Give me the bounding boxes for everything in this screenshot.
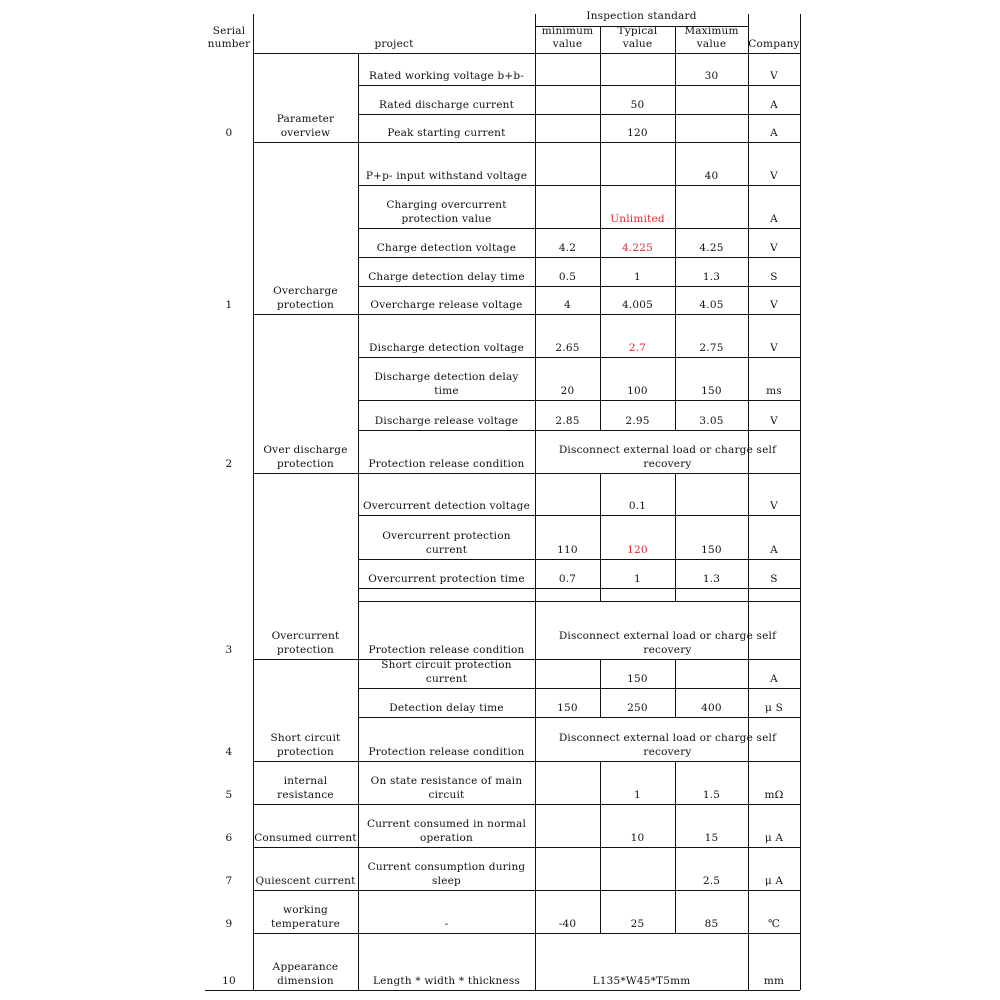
unit-value: S bbox=[770, 573, 778, 585]
unit-value: S bbox=[770, 271, 778, 283]
serial-number: 2 bbox=[225, 458, 233, 470]
rule-row bbox=[358, 400, 800, 401]
item-name: sleep bbox=[432, 875, 461, 887]
group-name: dimension bbox=[277, 975, 334, 987]
item-name: Overcharge release voltage bbox=[370, 299, 523, 311]
min-value: 20 bbox=[560, 385, 575, 397]
min-value: 110 bbox=[557, 544, 578, 556]
max-value: 150 bbox=[701, 544, 722, 556]
rule-row bbox=[253, 847, 800, 848]
item-name: Current consumed in normal bbox=[366, 818, 527, 830]
item-name: On state resistance of main bbox=[370, 775, 523, 787]
item-name: Discharge detection voltage bbox=[368, 342, 525, 354]
unit-value: A bbox=[770, 127, 778, 139]
unit-value: ℃ bbox=[768, 918, 780, 930]
unit-value: V bbox=[770, 70, 778, 82]
header-max: value bbox=[696, 38, 727, 50]
rule-row bbox=[253, 890, 800, 891]
group-name: internal bbox=[283, 775, 328, 787]
release-condition: recovery bbox=[643, 746, 692, 758]
item-name: Current consumption during bbox=[367, 861, 526, 873]
rule-row bbox=[358, 559, 800, 560]
group-name: Appearance bbox=[272, 961, 339, 973]
unit-value: V bbox=[770, 342, 778, 354]
header-min: value bbox=[552, 38, 583, 50]
rule-row bbox=[358, 228, 800, 229]
min-value: 0.5 bbox=[558, 271, 577, 283]
typ-value: 0.1 bbox=[628, 500, 647, 512]
typ-value: 2.95 bbox=[625, 415, 650, 427]
rule-col-value bbox=[675, 761, 676, 933]
rule-row bbox=[358, 286, 800, 287]
typ-value: 120 bbox=[627, 544, 648, 556]
item-name: Short circuit protection bbox=[381, 659, 512, 671]
group-name: temperature bbox=[270, 918, 341, 930]
group-name: working bbox=[283, 904, 328, 916]
max-value: 2.75 bbox=[699, 342, 724, 354]
rule-row bbox=[253, 933, 800, 934]
item-name: Rated discharge current bbox=[378, 99, 515, 111]
item-name: operation bbox=[420, 832, 473, 844]
max-value: 3.05 bbox=[699, 415, 724, 427]
group-name: Consumed current bbox=[254, 832, 357, 844]
unit-value: A bbox=[770, 99, 778, 111]
item-name: Detection delay time bbox=[389, 702, 504, 714]
group-name: Over discharge bbox=[263, 444, 348, 456]
unit-value: A bbox=[770, 673, 778, 685]
rule-row bbox=[358, 114, 800, 115]
item-name: Discharge release voltage bbox=[374, 415, 519, 427]
item-name: Charging overcurrent bbox=[386, 199, 507, 211]
unit-value: V bbox=[770, 500, 778, 512]
max-value: 1.3 bbox=[702, 271, 721, 283]
group-name: Parameter bbox=[276, 113, 335, 125]
item-name: Protection release condition bbox=[368, 644, 525, 656]
item-name: current bbox=[425, 544, 468, 556]
rule-row bbox=[253, 314, 800, 315]
group-name: resistance bbox=[277, 789, 334, 801]
serial-number: 1 bbox=[225, 299, 233, 311]
unit-value: A bbox=[770, 544, 778, 556]
rule-row bbox=[358, 588, 800, 589]
serial-number: 9 bbox=[225, 918, 233, 930]
rule-row bbox=[253, 761, 800, 762]
unit-value: V bbox=[770, 299, 778, 311]
item-name: time bbox=[434, 385, 459, 397]
rule-row bbox=[358, 515, 800, 516]
item-name: - bbox=[444, 918, 449, 930]
max-value: 4.25 bbox=[699, 242, 724, 254]
rule-col-right bbox=[800, 14, 801, 990]
max-value: 85 bbox=[704, 918, 719, 930]
item-name: Peak starting current bbox=[387, 127, 506, 139]
item-name: Overcurrent protection time bbox=[368, 573, 525, 585]
group-name: Short circuit bbox=[270, 732, 341, 744]
max-value: 400 bbox=[701, 702, 722, 714]
item-name: Overcurrent detection voltage bbox=[362, 500, 531, 512]
item-name: Discharge detection delay bbox=[374, 371, 519, 383]
unit-value: μ A bbox=[764, 875, 784, 887]
group-name: protection bbox=[276, 458, 335, 470]
rule-col-value bbox=[600, 761, 601, 933]
rule-col-min bbox=[535, 14, 536, 990]
max-value: 30 bbox=[704, 70, 719, 82]
typ-value: 1 bbox=[634, 573, 641, 585]
release-condition: Disconnect external load or charge self bbox=[558, 444, 777, 456]
typ-value: Unlimited bbox=[610, 213, 665, 225]
unit-value: ms bbox=[766, 385, 782, 397]
item-name: Charge detection voltage bbox=[376, 242, 517, 254]
max-value: 4.05 bbox=[699, 299, 724, 311]
max-value: 1.3 bbox=[702, 573, 721, 585]
min-value: 2.85 bbox=[555, 415, 580, 427]
header-typ: Typical bbox=[617, 25, 658, 37]
header-serial: Serial bbox=[212, 25, 246, 37]
max-value: 15 bbox=[704, 832, 719, 844]
item-name: P+p- input withstand voltage bbox=[365, 170, 528, 182]
release-condition: Disconnect external load or charge self bbox=[558, 630, 777, 642]
header-min: minimum bbox=[541, 25, 594, 37]
serial-number: 6 bbox=[225, 832, 233, 844]
typ-value: 4.005 bbox=[621, 299, 654, 311]
typ-value: 50 bbox=[630, 99, 645, 111]
unit-value: A bbox=[770, 213, 778, 225]
item-name: Length * width * thickness bbox=[372, 975, 521, 987]
rule-row bbox=[358, 185, 800, 186]
serial-number: 7 bbox=[225, 875, 233, 887]
release-condition: recovery bbox=[643, 644, 692, 656]
rule-row bbox=[358, 430, 800, 431]
header-max: Maximum bbox=[684, 25, 739, 37]
serial-number: 0 bbox=[225, 127, 233, 139]
item-name: Overcurrent protection bbox=[382, 530, 511, 542]
item-name: protection value bbox=[401, 213, 492, 225]
item-name: Protection release condition bbox=[368, 746, 525, 758]
group-name: overview bbox=[280, 127, 331, 139]
typ-value: 250 bbox=[627, 702, 648, 714]
typ-value: 2.7 bbox=[628, 342, 647, 354]
max-value: 40 bbox=[704, 170, 719, 182]
unit-value: μ S bbox=[765, 702, 783, 714]
unit-value: mΩ bbox=[764, 789, 784, 801]
rule-col-item bbox=[358, 53, 359, 990]
serial-number: 3 bbox=[225, 644, 233, 656]
rule-row bbox=[358, 257, 800, 258]
group-name: Quiescent current bbox=[255, 875, 356, 887]
unit-value: V bbox=[770, 415, 778, 427]
group-name: protection bbox=[276, 644, 335, 656]
min-value: -40 bbox=[558, 918, 577, 930]
release-condition: recovery bbox=[643, 458, 692, 470]
min-value: 0.7 bbox=[558, 573, 577, 585]
serial-number: 10 bbox=[222, 975, 236, 987]
typ-value: 25 bbox=[630, 918, 645, 930]
max-value: 1.5 bbox=[702, 789, 721, 801]
serial-number: 4 bbox=[225, 746, 233, 758]
unit-value: V bbox=[770, 242, 778, 254]
item-name: Protection release condition bbox=[368, 458, 525, 470]
min-value: 2.65 bbox=[555, 342, 580, 354]
release-condition: Disconnect external load or charge self bbox=[558, 732, 777, 744]
rule-row bbox=[205, 990, 800, 991]
header-inspection-standard: Inspection standard bbox=[586, 10, 697, 22]
rule-row bbox=[358, 717, 800, 718]
typ-value: 1 bbox=[634, 789, 641, 801]
max-value: 2.5 bbox=[702, 875, 721, 887]
item-name: current bbox=[425, 673, 468, 685]
group-name: protection bbox=[276, 299, 335, 311]
typ-value: 10 bbox=[630, 832, 645, 844]
rule-row bbox=[253, 473, 800, 474]
item-name: Rated working voltage b+b- bbox=[368, 70, 525, 82]
min-value: 4.2 bbox=[558, 242, 577, 254]
typ-value: 4.225 bbox=[621, 242, 654, 254]
typ-value: 100 bbox=[627, 385, 648, 397]
dimension-value: L135*W45*T5mm bbox=[592, 975, 691, 987]
unit-value: μ A bbox=[764, 832, 784, 844]
serial-number: 5 bbox=[225, 789, 233, 801]
rule-row bbox=[358, 357, 800, 358]
typ-value: 120 bbox=[627, 127, 648, 139]
header-typ: value bbox=[622, 38, 653, 50]
rule-row bbox=[358, 85, 800, 86]
group-name: Overcharge bbox=[273, 285, 338, 297]
rule-header-bottom bbox=[253, 53, 800, 54]
header-company: Company bbox=[748, 38, 800, 50]
rule-row bbox=[253, 142, 800, 143]
typ-value: 1 bbox=[634, 271, 641, 283]
item-name: circuit bbox=[428, 789, 465, 801]
group-name: Overcurrent bbox=[271, 630, 340, 642]
max-value: 150 bbox=[701, 385, 722, 397]
rule-row bbox=[358, 688, 800, 689]
typ-value: 150 bbox=[627, 673, 648, 685]
item-name: Charge detection delay time bbox=[368, 271, 525, 283]
rule-row bbox=[253, 804, 800, 805]
min-value: 4 bbox=[564, 299, 571, 311]
rule-row bbox=[358, 601, 800, 602]
unit-value: V bbox=[770, 170, 778, 182]
group-name: protection bbox=[276, 746, 335, 758]
header-serial: number bbox=[207, 38, 251, 50]
header-project: project bbox=[374, 38, 414, 50]
unit-value: mm bbox=[763, 975, 785, 987]
min-value: 150 bbox=[557, 702, 578, 714]
